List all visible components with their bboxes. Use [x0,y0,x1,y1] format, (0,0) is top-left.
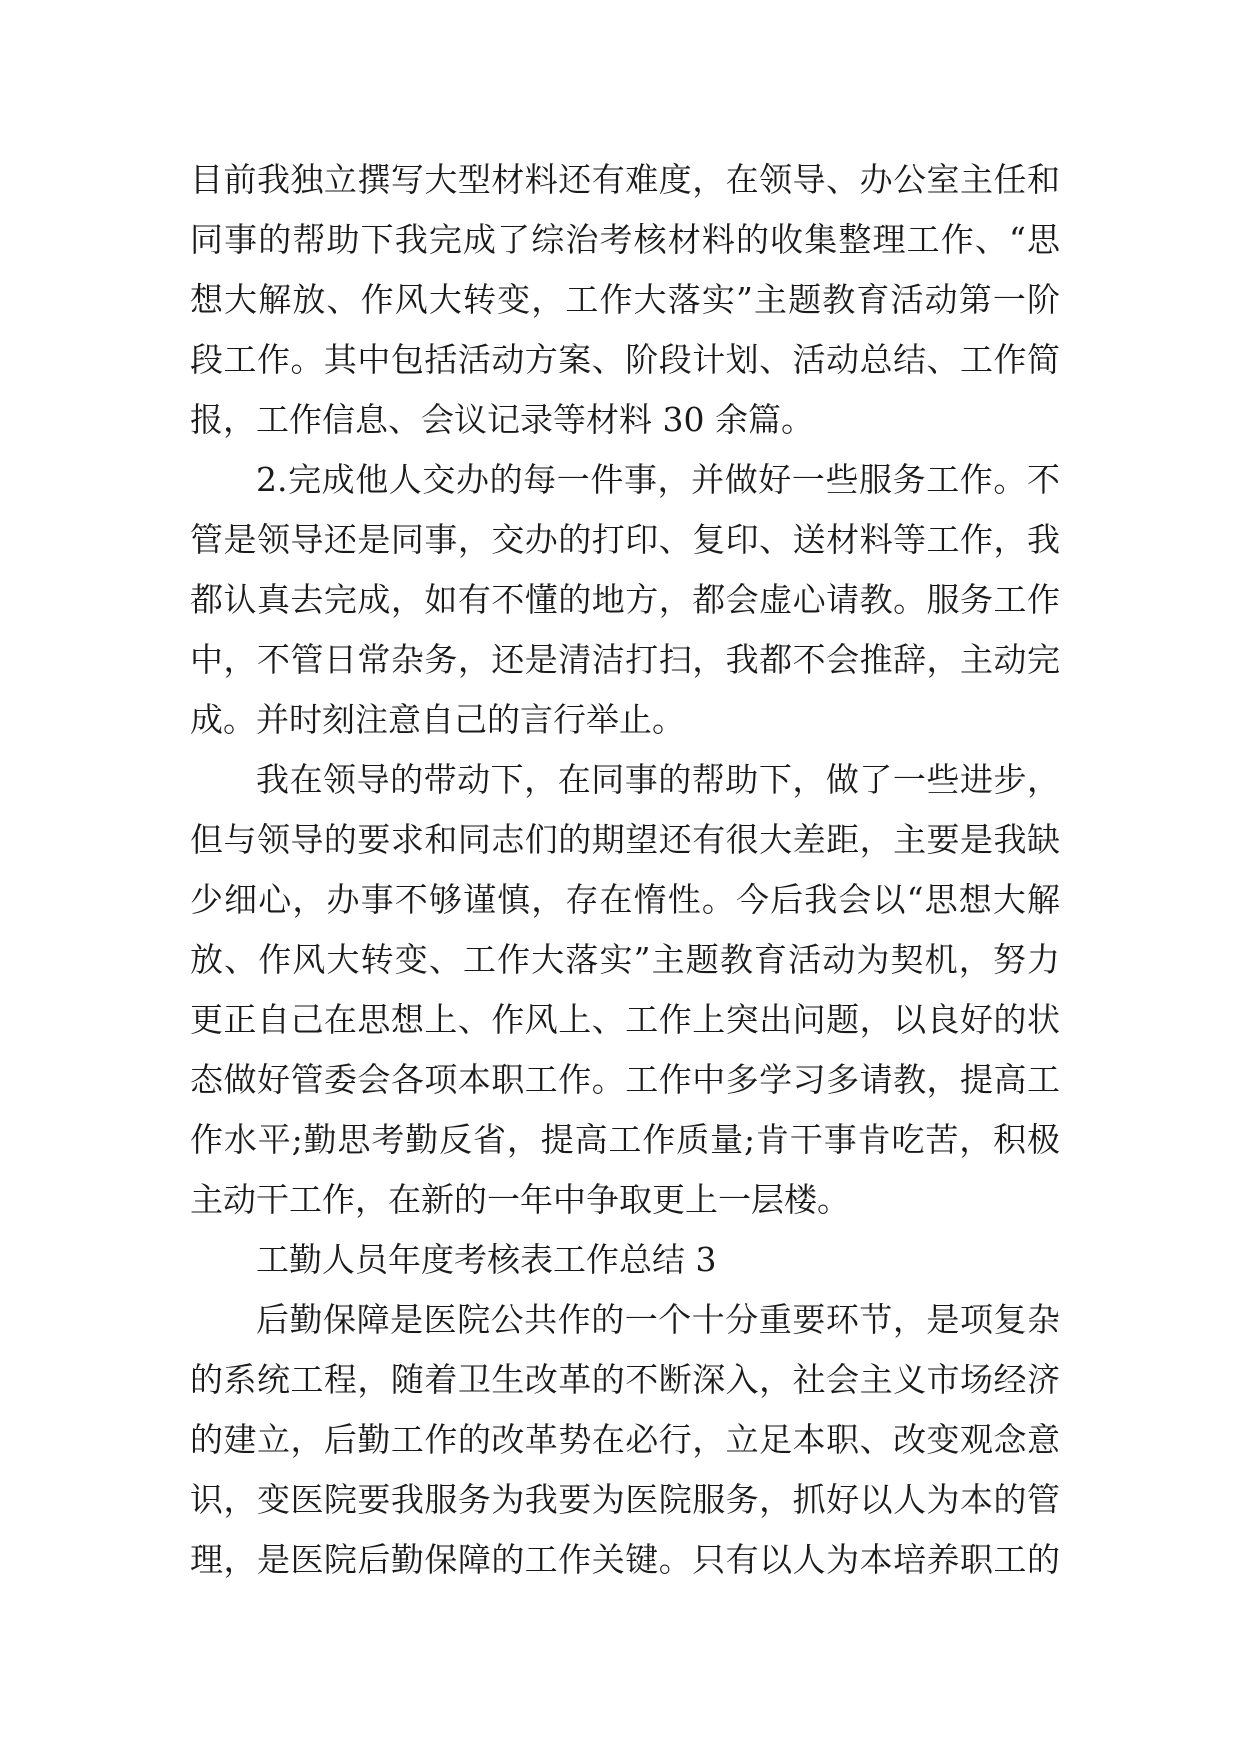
text-line: 目前我独立撰写大型材料还有难度，在领导、办公室主任和 [190,160,1060,199]
text-line: 报，工作信息、会议记录等材料 30 余篇。 [190,400,814,439]
text-line: 后勤保障是医院公共作的一个十分重要环节，是项复杂 [256,1300,1060,1339]
text-line: 的建立，后勤工作的改革势在必行，立足本职、改变观念意 [190,1420,1060,1459]
text-line: 我在领导的带动下，在同事的帮助下，做了一些进步， [256,760,1060,799]
text-line: 但与领导的要求和同志们的期望还有很大差距，主要是我缺 [190,820,1060,859]
text-line: 段工作。其中包括活动方案、阶段计划、活动总结、工作简 [190,340,1060,379]
text-line: 识，变医院要我服务为我要为医院服务，抓好以人为本的管 [190,1480,1060,1519]
body-text [190,150,1060,1590]
text-line: 的系统工程，随着卫生改革的不断深入，社会主义市场经济 [190,1360,1060,1399]
text-line: 主动干工作，在新的一年中争取更上一层楼。 [190,1180,850,1219]
text-line: 管是领导还是同事，交办的打印、复印、送材料等工作，我 [190,520,1060,559]
text-line: 更正自己在思想上、作风上、工作上突出问题，以良好的状 [190,1000,1060,1039]
text-line: 成。并时刻注意自己的言行举止。 [190,700,685,739]
text-line: 2.完成他人交办的每一件事，并做好一些服务工作。不 [256,460,1060,499]
text-line: 理，是医院后勤保障的工作关键。只有以人为本培养职工的 [190,1540,1060,1579]
text-line: 同事的帮助下我完成了综治考核材料的收集整理工作、“思 [190,220,1060,259]
text-line: 放、作风大转变、工作大落实”主题教育活动为契机，努力 [190,940,1060,979]
text-line: 都认真去完成，如有不懂的地方，都会虚心请教。服务工作 [190,580,1060,619]
text-line: 少细心，办事不够谨慎，存在惰性。今后我会以“思想大解 [190,880,1060,919]
section-heading: 工勤人员年度考核表工作总结 3 [256,1240,717,1279]
text-line: 态做好管委会各项本职工作。工作中多学习多请教，提高工 [190,1060,1060,1099]
text-line: 中，不管日常杂务，还是清洁打扫，我都不会推辞，主动完 [190,640,1060,679]
text-line: 想大解放、作风大转变，工作大落实”主题教育活动第一阶 [190,280,1060,319]
text-line: 作水平;勤思考勤反省，提高工作质量;肯干事肯吃苦，积极 [190,1120,1060,1159]
